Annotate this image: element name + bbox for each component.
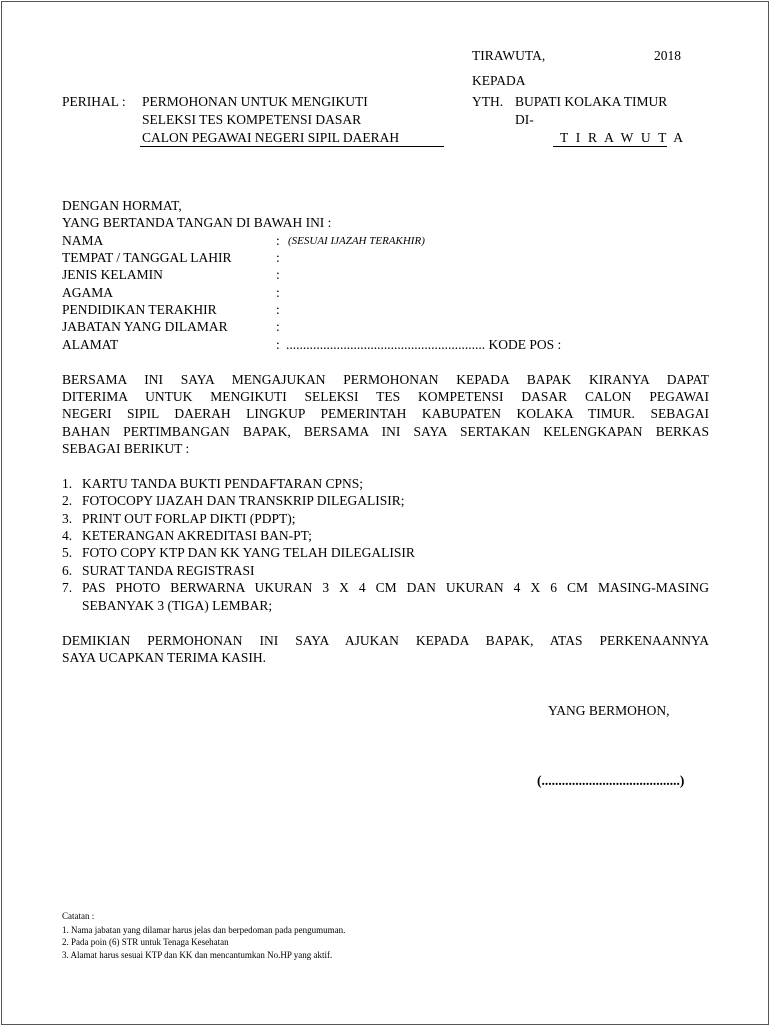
- field-value-nama: (SESUAI IJAZAH TERAKHIR): [288, 235, 425, 247]
- body-line-2: DITERIMA UNTUK MENGIKUTI SELEKSI TES KOMPETENSI DASAR CALON PEGAWAI: [62, 389, 709, 404]
- field-colon: :: [276, 337, 280, 352]
- place-date-city: TIRAWUTA,: [472, 48, 546, 63]
- list-number: 3.: [62, 511, 73, 526]
- kepada-label: KEPADA: [472, 73, 526, 88]
- field-label-ttl: TEMPAT / TANGGAL LAHIR: [62, 250, 232, 265]
- intro-line: YANG BERTANDA TANGAN DI BAWAH INI :: [62, 215, 332, 230]
- notes-title: Catatan :: [62, 911, 95, 921]
- list-number: 7.: [62, 580, 73, 595]
- list-text: FOTO COPY KTP DAN KK YANG TELAH DILEGALISIR: [82, 545, 415, 560]
- field-colon: :: [276, 250, 280, 265]
- field-colon: :: [276, 233, 280, 248]
- place-date-year: 2018: [654, 48, 681, 63]
- field-colon: :: [276, 285, 280, 300]
- list-number: 4.: [62, 528, 73, 543]
- field-colon: :: [276, 302, 280, 317]
- list-number: 2.: [62, 493, 73, 508]
- list-text: KETERANGAN AKREDITASI BAN-PT;: [82, 528, 312, 543]
- note-item: 1. Nama jabatan yang dilamar harus jelas dan berpedoman pada pengumuman.: [62, 925, 346, 935]
- subject-line-3: CALON PEGAWAI NEGERI SIPIL DAERAH: [142, 130, 400, 145]
- list-text: PRINT OUT FORLAP DIKTI (PDPT);: [82, 511, 296, 526]
- note-item: 2. Pada poin (6) STR untuk Tenaga Kesehatan: [62, 937, 229, 947]
- list-text: PAS PHOTO BERWARNA UKURAN 3 X 4 CM DAN UKURAN 4 X 6 CM MASING-MASING: [82, 580, 709, 595]
- list-text-continuation: SEBANYAK 3 (TIGA) LEMBAR;: [82, 598, 273, 613]
- field-label-alamat: ALAMAT: [62, 337, 119, 352]
- subject-line-1: PERMOHONAN UNTUK MENGIKUTI: [142, 94, 368, 109]
- subject-underline: [140, 146, 444, 147]
- closing-line-1: DEMIKIAN PERMOHONAN INI SAYA AJUKAN KEPADA BAPAK, ATAS PERKENAANNYA: [62, 633, 709, 648]
- list-number: 5.: [62, 545, 73, 560]
- list-text: FOTOCOPY IJAZAH DAN TRANSKRIP DILEGALISIR;: [82, 493, 405, 508]
- list-text: SURAT TANDA REGISTRASI: [82, 563, 255, 578]
- recipient-city-underline: [553, 146, 667, 147]
- list-number: 6.: [62, 563, 73, 578]
- list-item: [62, 562, 254, 579]
- body-line-1: BERSAMA INI SAYA MENGAJUKAN PERMOHONAN KEPADA BAPAK KIRANYA DAPAT: [62, 372, 709, 387]
- field-colon: :: [276, 319, 280, 334]
- signature-label: YANG BERMOHON,: [548, 703, 670, 718]
- list-item: [62, 544, 415, 561]
- field-colon: :: [276, 267, 280, 282]
- list-item: [62, 475, 363, 492]
- list-item: [62, 579, 82, 596]
- greeting: DENGAN HORMAT,: [62, 198, 182, 213]
- recipient-city: T I R A W U T A: [560, 130, 686, 145]
- field-label-jabatan: JABATAN YANG DILAMAR: [62, 319, 228, 334]
- list-item: [62, 527, 312, 544]
- closing-line-2: SAYA UCAPKAN TERIMA KASIH.: [62, 650, 267, 665]
- field-label-pendidikan: PENDIDIKAN TERAKHIR: [62, 302, 217, 317]
- field-label-jenis-kelamin: JENIS KELAMIN: [62, 267, 163, 282]
- signature-placeholder: (.........................................): [537, 773, 685, 788]
- list-item: [62, 492, 405, 509]
- di-label: DI-: [515, 112, 534, 127]
- list-number: 1.: [62, 476, 73, 491]
- field-value-alamat: ........................................................... KODE POS :: [286, 337, 562, 352]
- note-item: 3. Alamat harus sesuai KTP dan KK dan mencantumkan No.HP yang aktif.: [62, 950, 333, 960]
- yth-label: YTH.: [472, 94, 504, 109]
- perihal-label: PERIHAL :: [62, 94, 126, 109]
- list-item: [62, 510, 296, 527]
- body-line-3: NEGERI SIPIL DAERAH LINGKUP PEMERINTAH KABUPATEN KOLAKA TIMUR. SEBAGAI: [62, 406, 709, 421]
- subject-line-2: SELEKSI TES KOMPETENSI DASAR: [142, 112, 362, 127]
- recipient-name: BUPATI KOLAKA TIMUR: [515, 94, 668, 109]
- body-line-5: SEBAGAI BERIKUT :: [62, 441, 190, 456]
- field-label-agama: AGAMA: [62, 285, 114, 300]
- field-label-nama: NAMA: [62, 233, 104, 248]
- list-text: KARTU TANDA BUKTI PENDAFTARAN CPNS;: [82, 476, 364, 491]
- body-line-4: BAHAN PERTIMBANGAN BAPAK, BERSAMA INI SAYA SERTAKAN KELENGKAPAN BERKAS: [62, 424, 709, 439]
